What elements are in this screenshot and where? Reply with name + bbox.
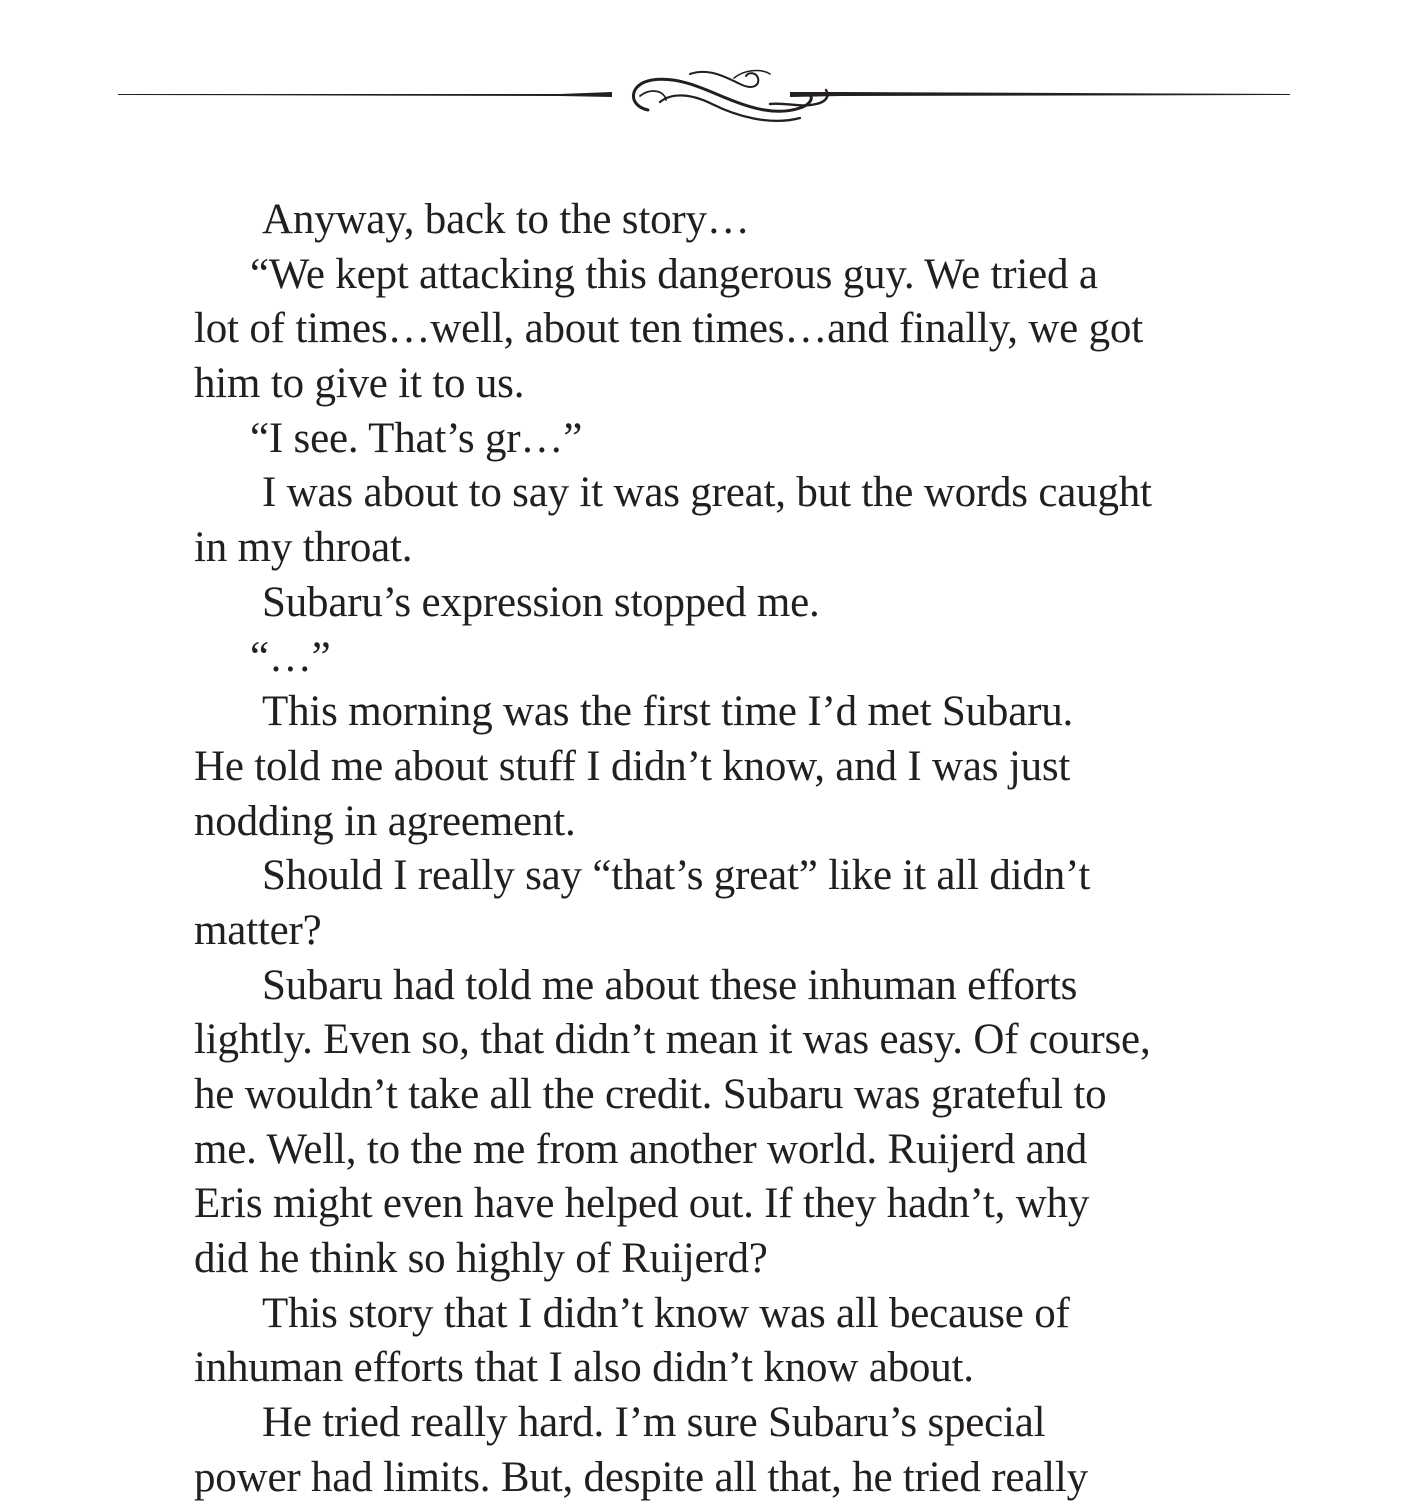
text-line: He tried really hard. I’m sure Subaru’s special bbox=[262, 1399, 1046, 1447]
text-line: power had limits. But, despite all that, he tried really bbox=[194, 1453, 1088, 1501]
text-line: Subaru’s expression stopped me. bbox=[262, 578, 820, 626]
text-line: he wouldn’t take all the credit. Subaru was grateful to bbox=[194, 1071, 1107, 1118]
text-line: matter? bbox=[194, 906, 322, 954]
text-line: nodding in agreement. bbox=[194, 797, 576, 845]
text-line: Subaru had told me about these inhuman efforts bbox=[262, 961, 1078, 1009]
text-line: He told me about stuff I didn’t know, and I was just bbox=[194, 742, 1071, 790]
text-line: This morning was the first time I’d met Subaru. bbox=[262, 688, 1074, 736]
text-line: Should I really say “that’s great” like it all didn’t bbox=[262, 852, 1091, 900]
flourish-divider-icon bbox=[0, 60, 1404, 140]
text-line: did he think so highly of Ruijerd? bbox=[194, 1235, 768, 1283]
text-line: inhuman efforts that I also didn’t know about. bbox=[194, 1344, 974, 1392]
body-text bbox=[194, 193, 1264, 1506]
text-line: This story that I didn’t know was all because of bbox=[262, 1289, 1070, 1337]
text-line: him to give it to us. bbox=[194, 360, 525, 408]
text-line: “…” bbox=[250, 633, 331, 681]
text-line: “We kept attacking this dangerous guy. We tried a bbox=[250, 250, 1098, 298]
text-line: Anyway, back to the story… bbox=[262, 196, 750, 243]
text-line: lightly. Even so, that didn’t mean it was easy. Of course, bbox=[194, 1016, 1151, 1064]
text-line: Eris might even have helped out. If they hadn’t, why bbox=[194, 1180, 1090, 1228]
text-line: in my throat. bbox=[194, 524, 413, 572]
text-line: I was about to say it was great, but the words caught bbox=[262, 469, 1152, 517]
text-line: lot of times…well, about ten times…and finally, we got bbox=[194, 305, 1143, 353]
text-line: “I see. That’s gr…” bbox=[250, 414, 583, 462]
text-line: me. Well, to the me from another world. Ruijerd and bbox=[194, 1125, 1088, 1173]
